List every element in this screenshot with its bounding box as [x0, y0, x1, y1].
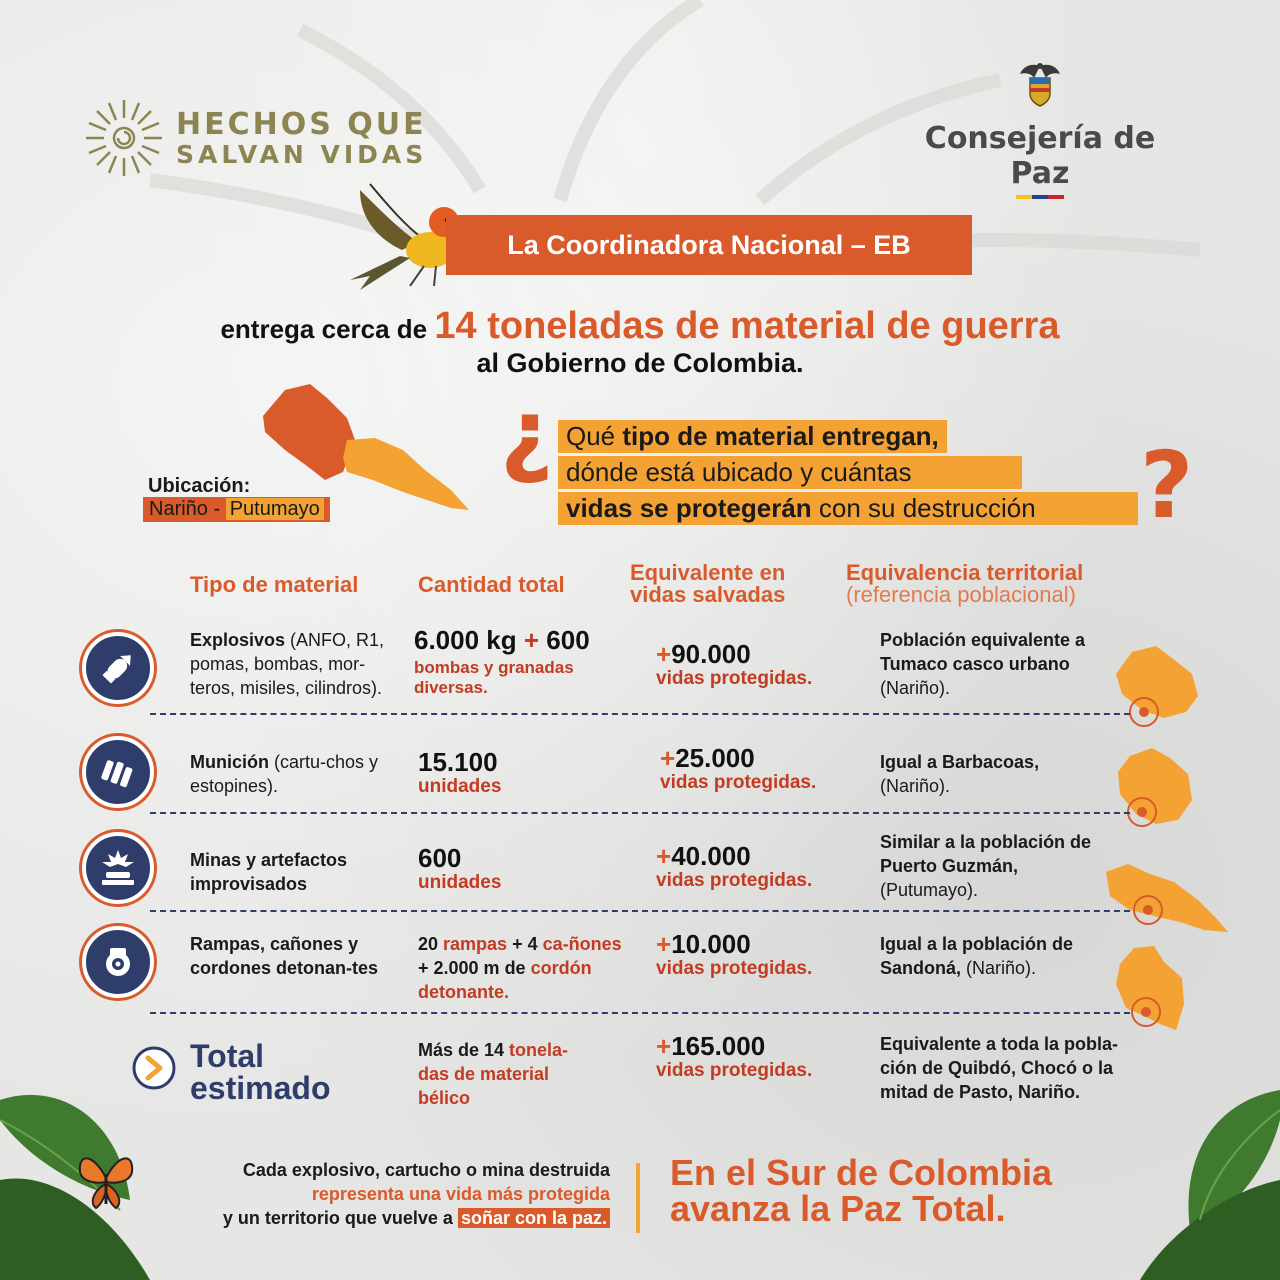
- row4-map-marker: [1112, 944, 1188, 1034]
- location-putumayo: Putumayo: [226, 498, 324, 520]
- question-line1: [558, 420, 947, 453]
- row1-qty-sub: bombas y granadas diversas.: [414, 658, 574, 697]
- row2-qty-a: 15.100: [418, 747, 498, 777]
- row3-tipo-bold: Minas y artefactos improvisados: [190, 850, 348, 894]
- row4-qty-5: + 2.000 m de: [418, 958, 531, 978]
- coat-of-arms-icon: [1016, 60, 1064, 110]
- headline-highlight: 14 toneladas de material de guerra: [434, 305, 1060, 347]
- campaign-title: [176, 106, 428, 169]
- row3-vidas-sub: vidas protegidas.: [656, 870, 813, 891]
- total-label: [190, 1040, 330, 1104]
- question-l1-a: Qué: [566, 421, 623, 451]
- row2-tipo: [190, 750, 380, 798]
- total-qty-b: tonela-das de material bélico: [418, 1040, 569, 1108]
- row1-plus: +: [656, 639, 672, 669]
- row3-vidas-num: 40.000: [671, 841, 751, 871]
- footer-message: [150, 1158, 610, 1230]
- row2-vidas-num: 25.000: [675, 743, 755, 773]
- question-l3-a: vidas se protegerán: [566, 493, 812, 523]
- campaign-title-line1: HECHOS QUE: [176, 106, 427, 142]
- ammo-icon-badge: [82, 736, 154, 808]
- header-vidas: [630, 562, 785, 606]
- question-line3: [558, 492, 1138, 525]
- row4-qty-2: rampas: [443, 934, 508, 954]
- leaves-right-decoration: [1130, 1070, 1280, 1280]
- consejeria-logo: [900, 60, 1180, 199]
- row1-vidas: [656, 640, 812, 690]
- location-separator: -: [207, 498, 226, 520]
- total-vidas: [656, 1032, 812, 1082]
- total-label-l1: Total: [190, 1038, 265, 1074]
- row3-vidas: [656, 842, 812, 892]
- row2-qty-sub: unidades: [418, 776, 502, 797]
- explosive-icon-badge: [82, 632, 154, 704]
- row4-vidas-sub: vidas protegidas.: [656, 958, 813, 979]
- row1-terr-bold: Población equivalente a Tumaco casco urbano: [880, 630, 1086, 674]
- row4-vidas: [656, 930, 812, 980]
- header-vidas-l2: vidas salvadas: [630, 582, 786, 607]
- headline-prefix: entrega cerca de: [220, 314, 428, 344]
- footer-slogan-l1: En el Sur de Colombia: [670, 1152, 1053, 1193]
- total-label-l2: estimado: [190, 1070, 331, 1106]
- header-vidas-l1: Equivalente en: [630, 560, 786, 585]
- row1-vidas-num: 90.000: [671, 639, 751, 669]
- location-label: Ubicación:: [148, 475, 251, 497]
- row4-terr-bold: Igual a la población de Sandoná,: [880, 934, 1074, 978]
- row4-qty-1: 20: [418, 934, 444, 954]
- row2-cantidad: [418, 748, 501, 798]
- title-banner: [446, 215, 972, 275]
- row3-qty-a: 600: [418, 843, 462, 873]
- question-l1-b: tipo de material entregan,: [622, 421, 939, 451]
- bullets-icon: [96, 752, 140, 792]
- row3-divider: [150, 910, 1130, 912]
- row3-qty-sub: unidades: [418, 872, 502, 893]
- row2-vidas: [660, 744, 816, 794]
- row2-vidas-sub: vidas protegidas.: [660, 772, 817, 793]
- row2-divider: [150, 812, 1130, 814]
- row1-terr-rest: (Nariño).: [880, 678, 951, 698]
- row1-vidas-sub: vidas protegidas.: [656, 668, 813, 689]
- row2-territorio: [880, 750, 1070, 798]
- row1-divider: [150, 713, 1130, 715]
- row3-tipo: [190, 848, 390, 896]
- total-qty-a: Más de 14: [418, 1040, 510, 1060]
- row1-tipo-rest: (ANFO, R1, pomas, bombas, mor-teros, misiles, cilindros).: [190, 630, 385, 698]
- row4-tipo-bold: Rampas, cañones y cordones detonan-tes: [190, 934, 379, 978]
- row2-map-marker: [1112, 746, 1196, 830]
- footer-l3-a: y un territorio que vuelve a: [222, 1208, 458, 1228]
- row1-qty-b: 600: [546, 625, 590, 655]
- row3-cantidad: [418, 844, 501, 894]
- question-open-mark: ¿: [500, 380, 554, 487]
- row3-map-marker: [1100, 860, 1230, 936]
- cannon-icon-badge: [82, 926, 154, 998]
- header-cantidad: Cantidad total: [418, 572, 565, 597]
- row1-tipo-bold: Explosivos: [190, 630, 286, 650]
- row3-territorio: [880, 830, 1100, 902]
- header-tipo: Tipo de material: [190, 572, 359, 597]
- row3-terr-bold: Similar a la población de Puerto Guzmán,: [880, 832, 1092, 876]
- total-vidas-sub: vidas protegidas.: [656, 1060, 813, 1081]
- row4-divider: [150, 1012, 1130, 1014]
- row1-qty-plus: +: [516, 625, 547, 655]
- campaign-title-line2: SALVAN VIDAS: [176, 139, 428, 169]
- row2-tipo-bold: Munición: [190, 752, 269, 772]
- row4-qty-6: cordón detonante.: [418, 958, 592, 1002]
- question-close-mark: ?: [1140, 432, 1194, 539]
- row4-qty-4: ca-ñones: [542, 934, 622, 954]
- row1-cantidad: [414, 626, 614, 698]
- header-territorio: [846, 562, 1083, 606]
- row4-tipo: [190, 932, 390, 980]
- row1-tipo: [190, 628, 410, 700]
- colombia-flag-bar: [1016, 195, 1064, 199]
- row4-territorio: [880, 932, 1120, 980]
- footer-slogan: [670, 1152, 1053, 1229]
- sun-spiral-icon: [82, 96, 166, 180]
- butterfly-illustration: [74, 1148, 138, 1218]
- question-l3-b: con su destrucción: [811, 493, 1036, 523]
- total-vidas-num: 165.000: [671, 1031, 766, 1061]
- org-name: Consejería de Paz: [924, 121, 1156, 191]
- header-territorio-l1: Equivalencia territorial: [846, 560, 1084, 585]
- row3-plus: +: [656, 841, 672, 871]
- row2-tipo-rest: (cartu-chos y estopines).: [190, 752, 379, 796]
- headline-line2: al Gobierno de Colombia.: [476, 348, 804, 378]
- footer-l3-b: soñar con la paz.: [458, 1208, 610, 1228]
- total-cantidad: [418, 1038, 598, 1110]
- headline: [0, 305, 1280, 379]
- footer-line1: Cada explosivo, cartucho o mina destruida: [242, 1160, 610, 1180]
- row4-terr-rest: (Nariño).: [961, 958, 1037, 978]
- total-territorio: Equivalente a toda la pobla-ción de Quibdó, Chocó o la mitad de Pasto, Nariño.: [880, 1034, 1119, 1102]
- footer-line2: representa una vida más protegida: [311, 1184, 610, 1204]
- bomb-icon: [98, 648, 138, 688]
- row1-territorio: [880, 628, 1116, 700]
- location-narino: Nariño: [149, 498, 208, 520]
- row2-terr-rest: (Nariño).: [880, 776, 951, 796]
- row1-map-marker: [1112, 644, 1202, 728]
- mine-icon-badge: [82, 832, 154, 904]
- row4-plus: +: [656, 929, 672, 959]
- footer-line3: [150, 1206, 610, 1230]
- row4-qty-3: + 4: [507, 934, 543, 954]
- row4-vidas-num: 10.000: [671, 929, 751, 959]
- header-territorio-l2: (referencia poblacional): [846, 582, 1076, 607]
- row3-terr-rest: (Putumayo).: [880, 880, 979, 900]
- row2-plus: +: [660, 743, 676, 773]
- campaign-logo: [82, 96, 427, 180]
- location-value: [143, 497, 330, 522]
- row1-qty-a: 6.000 kg: [414, 625, 517, 655]
- banner-text: La Coordinadora Nacional – EB: [507, 229, 911, 260]
- question-line2: dónde está ubicado y cuántas: [558, 456, 1022, 489]
- headline-line1: [0, 305, 1280, 348]
- row4-cantidad: [418, 932, 624, 1004]
- footer-divider: [636, 1163, 640, 1233]
- total-plus: +: [656, 1031, 672, 1061]
- row2-terr-bold: Igual a Barbacoas,: [880, 752, 1040, 772]
- cannon-icon: [96, 942, 140, 982]
- footer-slogan-l2: avanza la Paz Total.: [670, 1188, 1006, 1229]
- landmine-icon: [96, 848, 140, 888]
